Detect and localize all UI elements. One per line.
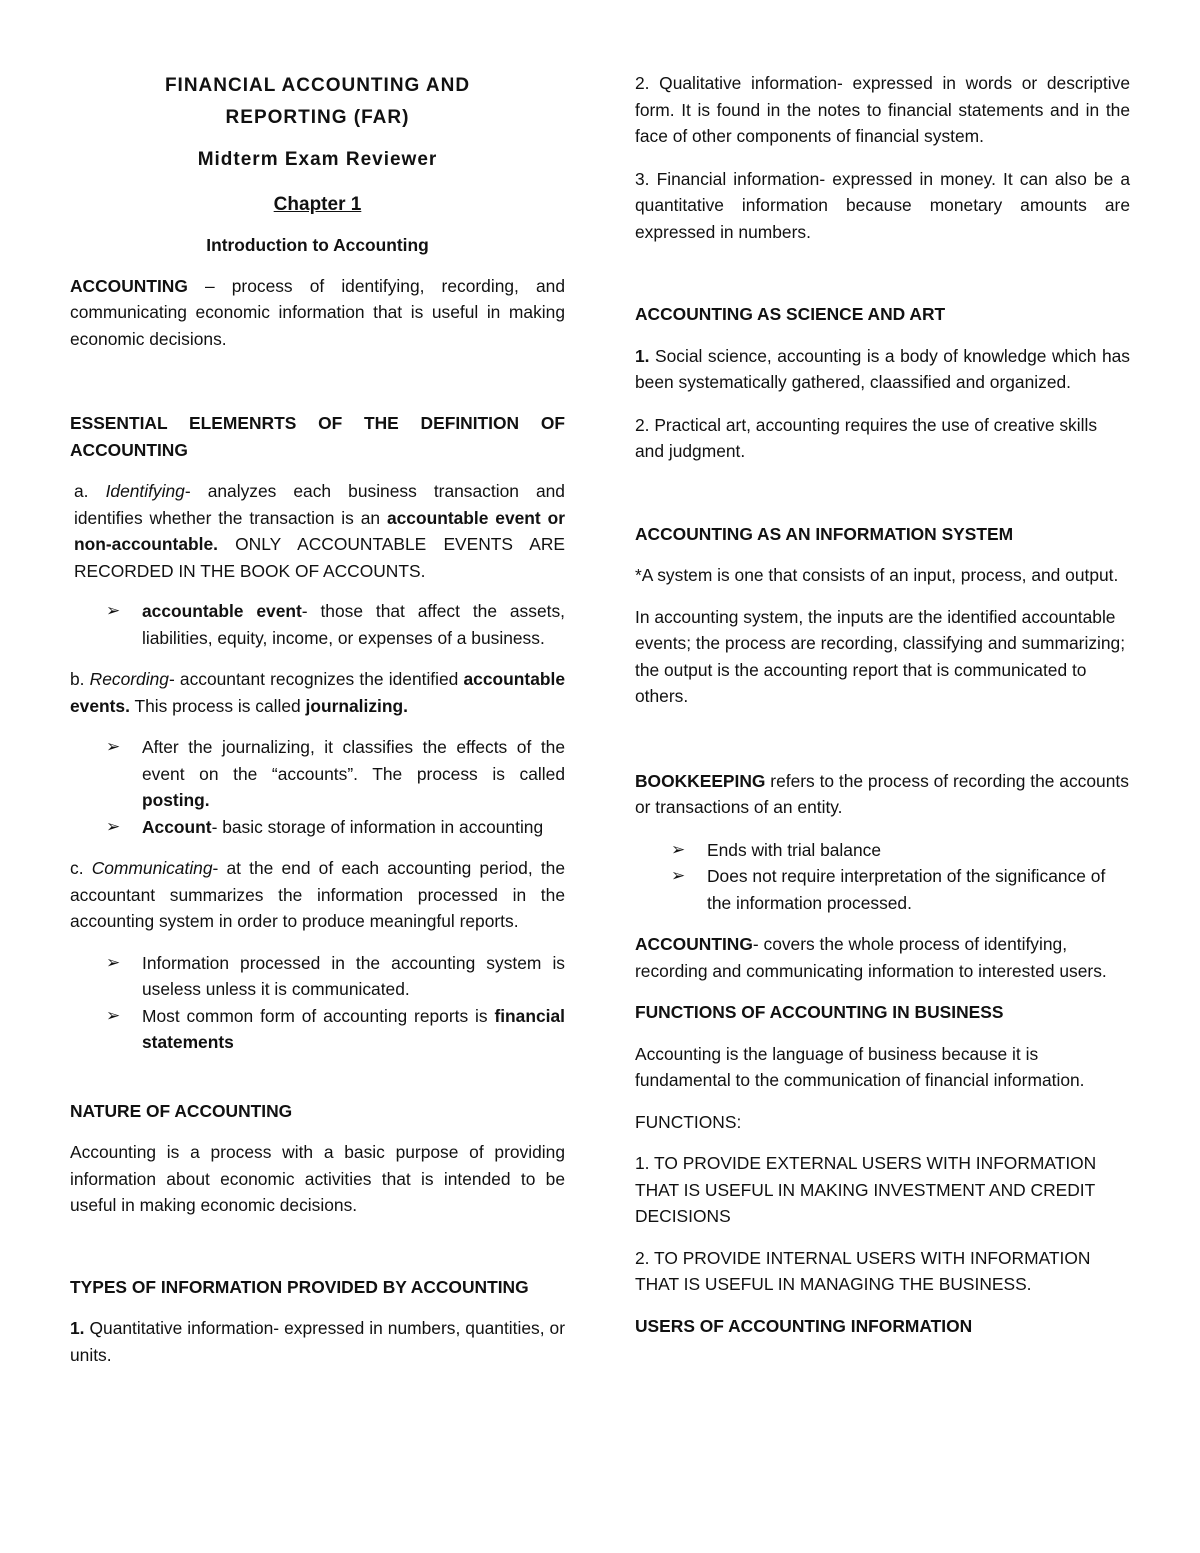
functions-label: FUNCTIONS: — [635, 1111, 742, 1132]
left-column — [70, 70, 565, 1368]
definition-text: – process of identifying, recording, and communicating economic information that is useful in making economic decisions. — [70, 275, 565, 349]
functions-heading: FUNCTIONS OF ACCOUNTING IN BUSINESS — [635, 1002, 1004, 1022]
chapter-title: Introduction to Accounting — [206, 235, 429, 255]
list-item: ➢ Ends with trial balance — [707, 837, 1130, 864]
accounting-definition — [70, 273, 565, 353]
list-item: ➢ accountable event- those that affect the assets, liabilities, equity, income, or expenses of a business. — [142, 598, 565, 651]
info-system-paragraph-2: In accounting system, the inputs are the identified accountable events; the process are recording, classifying and summarizing; the output is the accounting report that is communicated to others. — [635, 606, 1126, 706]
science-art-item-2: 2. Practical art, accounting requires the use of creative skills and judgment. — [635, 414, 1098, 461]
definition-term: ACCOUNTING — [70, 275, 188, 296]
list-item: ➢ Account- basic storage of information in accounting — [142, 814, 565, 841]
users-heading: USERS OF ACCOUNTING INFORMATION — [635, 1315, 973, 1336]
bookkeeping-paragraph: BOOKKEEPING refers to the process of recording the accounts or transactions of an entity. — [635, 770, 1129, 817]
info-system-heading: ACCOUNTING AS AN INFORMATION SYSTEM — [635, 523, 1014, 544]
bookkeeping-bullets — [635, 837, 1130, 917]
function-2: 2. TO PROVIDE INTERNAL USERS WITH INFORMATION THAT IS USEFUL IN MANAGING THE BUSINESS. — [635, 1247, 1091, 1294]
accounting-coverage-paragraph: ACCOUNTING- covers the whole process of identifying, recording and communicating information to interested users. — [635, 934, 1107, 981]
types-item-1: 1. Quantitative information- expressed in numbers, quantities, or units. — [70, 1318, 565, 1365]
science-art-heading: ACCOUNTING AS SCIENCE AND ART — [635, 304, 946, 324]
element-b-paragraph: b. Recording- accountant recognizes the identified accountable events. This process is called journalizing. — [70, 669, 565, 716]
element-a-term: Identifying — [105, 481, 185, 501]
list-item: ➢ After the journalizing, it classifies the effects of the event on the “accounts”. The process is called posting. — [142, 734, 565, 814]
element-c-paragraph: c. Communicating- at the end of each accounting period, the accountant summarizes the information processed in the accounting system in order to produce meaningful reports. — [70, 858, 566, 931]
nature-paragraph: Accounting is a process with a basic purpose of providing information about economic activities that is intended to be useful in making economic decisions. — [70, 1142, 565, 1215]
types-item-2: 2. Qualitative information- expressed in words or descriptive form. It is found in the notes to financial statements and in the face of other components of financial system. — [635, 73, 1130, 146]
right-column — [635, 70, 1130, 1339]
element-b-bullets — [70, 734, 565, 840]
list-item: ➢ Does not require interpretation of the significance of the information processed. — [707, 863, 1130, 916]
element-b-term: Recording — [89, 669, 169, 689]
document-subtitle: Midterm Exam Reviewer — [197, 149, 438, 170]
essential-elements-heading: ESSENTIAL ELEMENRTS OF THE DEFINITION OF ACCOUNTING — [70, 413, 565, 460]
nature-heading: NATURE OF ACCOUNTING — [70, 1100, 293, 1121]
title-line-1: FINANCIAL ACCOUNTING AND — [164, 75, 471, 96]
function-1: 1. TO PROVIDE EXTERNAL USERS WITH INFORMATION THAT IS USEFUL IN MAKING INVESTMENT AND CREDIT DECISIONS — [635, 1153, 1097, 1226]
types-item-3: 3. Financial information- expressed in money. It can also be a quantitative information because monetary amounts are expressed in numbers. — [635, 168, 1130, 242]
list-item: ➢ Most common form of accounting reports is financial statements — [142, 1003, 565, 1056]
list-item: ➢ Information processed in the accounting system is useless unless it is communicated. — [142, 950, 565, 1003]
science-art-item-1: 1. Social science, accounting is a body of knowledge which has been systematically gathered, claassified and organized. — [635, 345, 1130, 392]
element-a-bullets — [70, 598, 565, 651]
chapter-heading: Chapter 1 — [273, 193, 362, 215]
element-c-term: Communicating — [91, 858, 213, 878]
info-system-paragraph-1: *A system is one that consists of an input, process, and output. — [635, 565, 1119, 585]
document-title — [70, 70, 565, 134]
element-a-paragraph: a. Identifying- analyzes each business transaction and identifies whether the transaction is an accountable event or non-accountable. ONLY ACCOUNTABLE EVENTS ARE RECORDED IN THE BOOK OF ACCOUNTS. — [74, 481, 565, 581]
types-heading: TYPES OF INFORMATION PROVIDED BY ACCOUNTING — [70, 1276, 529, 1297]
title-line-2: REPORTING (FAR) — [225, 107, 410, 128]
element-c-bullets — [70, 950, 565, 1056]
functions-intro: Accounting is the language of business because it is fundamental to the communication of financial information. — [635, 1043, 1085, 1090]
